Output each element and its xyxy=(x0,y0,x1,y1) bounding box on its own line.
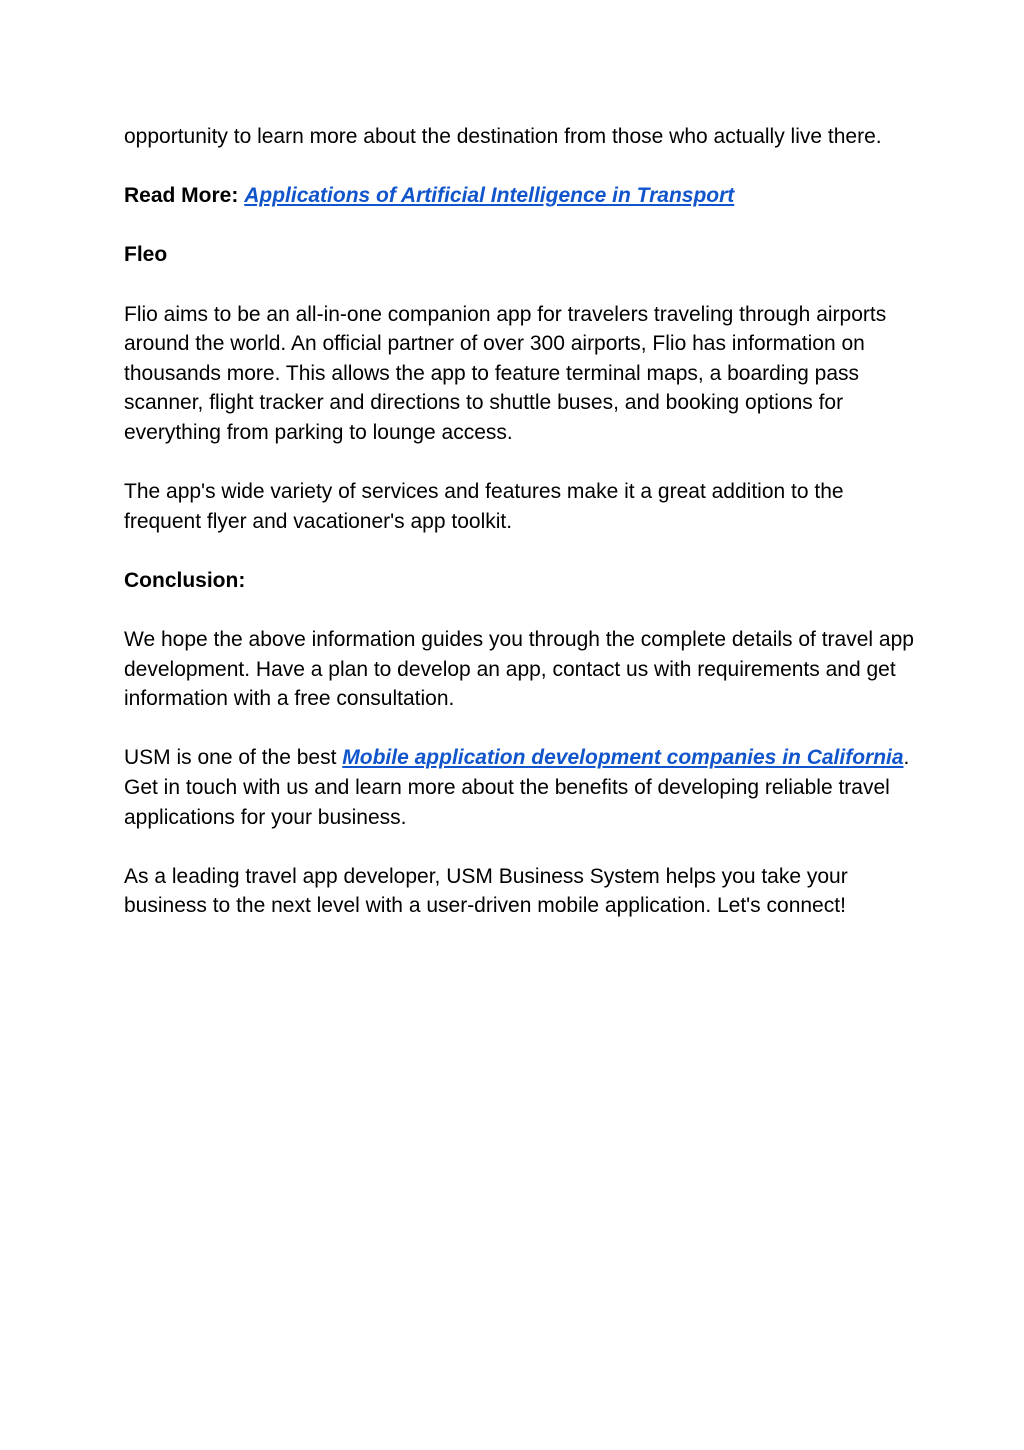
conclusion-paragraph: We hope the above information guides you through the complete details of travel app development. Have a plan to develop an app, contact us with requirements and get information with a free consultation. xyxy=(124,628,914,711)
read-more-paragraph xyxy=(124,181,914,211)
read-more-link[interactable]: Applications of Artificial Intelligence in Transport xyxy=(244,184,735,208)
conclusion-heading: Conclusion: xyxy=(124,568,246,592)
intro-tail-paragraph: opportunity to learn more about the destination from those who actually live there. xyxy=(124,125,882,148)
usm-paragraph xyxy=(124,743,914,832)
flio-summary-paragraph: The app's wide variety of services and features make it a great addition to the frequent flyer and vacationer's app toolkit. xyxy=(124,480,844,533)
closing-paragraph: As a leading travel app developer, USM Business System helps you take your business to the next level with a user-driven mobile application. Let's connect! xyxy=(124,864,848,918)
mobile-app-companies-link[interactable]: Mobile application development companies in California xyxy=(342,746,904,770)
usm-prefix-text: USM is one of the best xyxy=(124,746,343,770)
flio-description-paragraph: Flio aims to be an all-in-one companion app for travelers traveling through airports around the world. An official partner of over 300 airports, Flio has information on thousands more. This allows the app to feature terminal maps, a boarding pass scanner, flight tracker and directions to shuttle buses, and booking options for everything from parking to lounge access. xyxy=(124,302,887,444)
usm-suffix-text: . Get in touch with us and learn more about the benefits of developing reliable travel applications for your business. xyxy=(124,746,910,829)
fleo-heading: Fleo xyxy=(124,243,168,267)
read-more-label: Read More: xyxy=(124,184,239,208)
document-page xyxy=(124,122,914,951)
